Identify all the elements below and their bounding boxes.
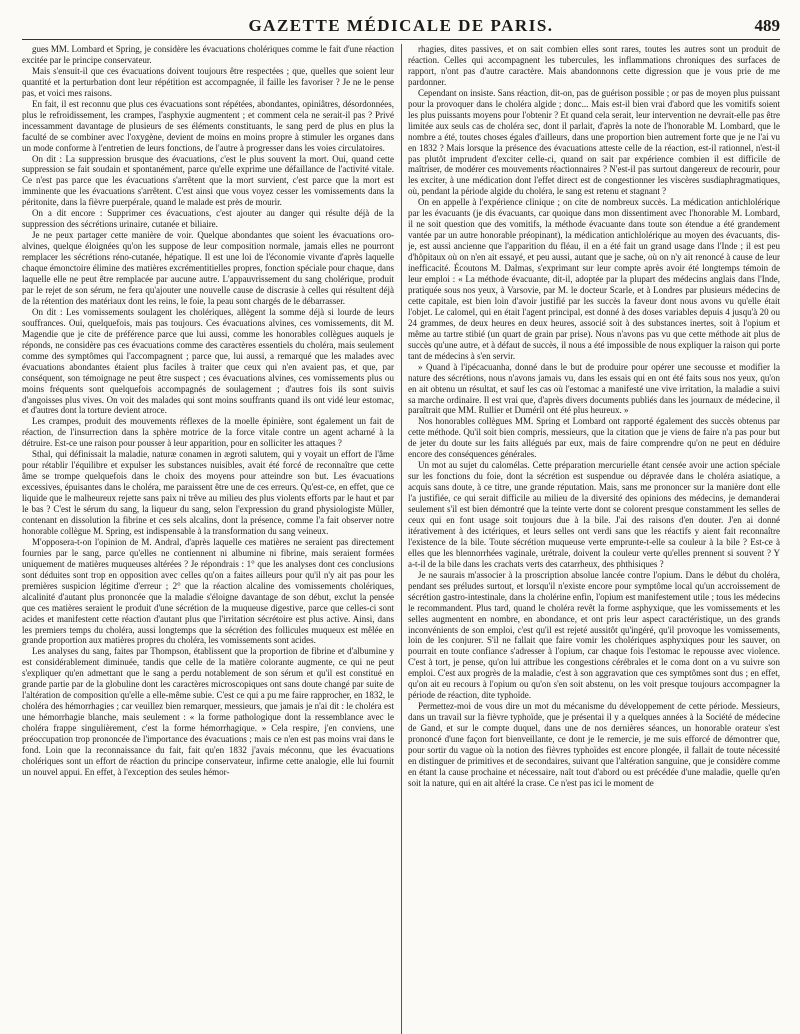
- paragraph: Nos honorables collègues MM. Spring et Lombard ont rapporté également des succès obtenus par cette méthode. Qu'il soit bien compris, messieurs, que la citation que je viens de faire n'a pas pour but de jeter du doute sur les faits allégués par eux, mais de faire comprendre qu'on ne peut en déduire encore des conséquences générales.: [408, 416, 780, 460]
- page-number: 489: [754, 16, 780, 35]
- paragraph: rhagies, dites passives, et on sait combien elles sont rares, toutes les autres sont un produit de réaction. Celles qui accompagnent les tubercules, les inflammations chroniques des surfaces de rapport, n'ont pas d'autre caractère. Mais abandonnons cette digression que je vous prie de me pardonner.: [408, 44, 780, 87]
- paragraph: M'opposera-t-on l'opinion de M. Andral, d'après laquelle ces matières ne seraient pas directement fournies par le sang, parce qu'elles ne contiennent ni albumine ni fibrine, mais seraient formées uniquement de matières muqueuses altérées ? Je répondrais : 1° que les analyses dont ces conclusions sont déduites sont trop en opposition avec celles qu'on a faites ailleurs pour qu'il n'y ait pas pour les premières suspicion légitime d'erreur ; 2° que la réaction alcaline des vomissements cholériques, alcalinité d'autant plus prononcée que la maladie s'éloigne davantage de son début, exclut la pensée que ces matières seraient le produit d'une sécrétion de la muqueuse digestive, parce que celles-ci sont acides et manifestent cette réaction d'autant plus que l'irritation sécrétoire est plus active. Ainsi, dans les premiers temps du choléra, aussi longtemps que la sécrétion des follicules muqueux est mêlée en grande proportion aux matières propres du choléra, les vomissements sont acides.: [22, 536, 394, 646]
- header-rule: [22, 39, 780, 40]
- paragraph: Les analyses du sang, faites par Thompson, établissent que la proportion de fibrine et d'albumine y est considérablement diminuée, tandis que celle de la matière colorante augmente, ce qui ne peut s'expliquer qu'en admettant que le sang a perdu notablement de son sérum et qu'il est constitué en grande partie par de la globuline dont les caractères microscopiques ont sans doute changé par suite de l'altération de composition qu'elle a elle-même subie. C'est ce qui a pu me faire rapprocher, en 1832, le choléra des hémorrhagies ; car veuillez bien remarquer, messieurs, que jamais je n'ai dit : le choléra est une hémorrhagie blanche, mais seulement : « la forme pathologique dont la ressemblance avec le choléra frappe singulièrement, c'est la forme hémorrhagique. » Cela respire, j'en conviens, une préoccupation trop prononcée de l'importance des évacuations ; mais ce n'en est pas moins vrai dans le fond. Loin que la reconnaissance du fait, fait qu'en 1832 j'avais méconnu, que les évacuations cholériques sont un effort de réaction du principe conservateur, infirme cette analogie, elle lui fournit un nouvel appui. En effet, à l'exception des seules hémor-: [22, 646, 394, 777]
- left-column: [22, 44, 394, 1034]
- column-divider: [401, 44, 402, 1034]
- paragraph: Un mot au sujet du calomélas. Cette préparation mercurielle étant censée avoir une action spéciale sur les fonctions du foie, dont la sécrétion est suspendue ou dépravée dans le choléra asiatique, a acquis sans doute, à ce titre, une grande réputation. Mais, sans me prononcer sur la manière dont elle l'a justifiée, ce qui serait difficile au milieu de la diversité des opinions des médecins, je demanderai seulement s'il est bien démontré que la teinte verte dont se colorent presque constamment les selles de ceux qui en font usage soit toujours due à la bile. J'ai des raisons d'en douter. J'en ai donné itérativement à des ictériques, et leurs selles ont verdi sans que les réactifs y aient fait reconnaître l'existence de la bile. Toute sécrétion muqueuse verte emprunte-t-elle sa couleur à la bile ? Est-ce à elles que les blennorrhées vaginale, urétrale, doivent la couleur verte qu'elles prennent si souvent ? Y a-t-il de la bile dans les crachats verts des catarrheux, des phthisiques ?: [408, 460, 780, 569]
- right-column: [408, 44, 780, 1034]
- paragraph: Sthal, qui définissait la maladie, naturæ conamen in ægroti salutem, qui y voyait un effort de l'âme pour rétablir l'équilibre et expulser les substances nuisibles, avait été forcé de reconnaître que cette âme se trompe quelquefois dans le choix des moyens pour atteindre son but. Les évacuations excessives, épuisantes dans le choléra, me paraissent être une de ces erreurs. Qu'est-ce, en effet, que ce liquide que le malheureux rejette sans paix ni trêve au milieu des plus violents efforts par le haut et par le bas ? C'est le sérum du sang, la liqueur du sang, selon l'expression du grand physiologiste Müller, contenant en dissolution la fibrine et ces sels alcalins, dont la présence, comme l'a fait observer notre honorable collègue M. Spring, est indispensable à la transformation du sang veineux.: [22, 449, 394, 536]
- paragraph: gues MM. Lombard et Spring, je considère les évacuations cholériques comme le fait d'une réaction excitée par le principe conservateur.: [22, 44, 394, 65]
- paragraph: En fait, il est reconnu que plus ces évacuations sont répétées, abondantes, opiniâtres, désordonnées, plus le refroidissement, les crampes, l'asphyxie augmentent ; et comment cela ne serait-il pas ? Privé incessamment davantage de plusieurs de ses éléments constituants, le sang perd de plus en plus la faculté de se combiner avec l'oxygène, devient de moins en moins propre à stimuler les organes dans un mode conforme à l'entretien de leurs fonctions, de l'autre à progresser dans les voies circulatoires.: [22, 98, 394, 153]
- journal-title: GAZETTE MÉDICALE DE PARIS.: [248, 16, 554, 35]
- paragraph: Je ne peux partager cette manière de voir. Quelque abondantes que soient les évacuations oro-alvines, quelque éloignées qu'on les suppose de leur composition normale, jamais elles ne pourront remplacer les sécrétions réno-cutanée, hépatique. Il est une loi de l'économie vivante d'après laquelle chaque émonctoire élimine des matières excrémentitielles propres, fonction spéciale pour chaque, dans laquelle elle ne peut être remplacée par aucune autre. L'appauvrissement du sang cholérique, produit par le rejet de son sérum, ne fera qu'ajouter une nouvelle cause de discrasie à celles qui résultent déjà de la rétention des matériaux dont les reins, le foie, la peau sont chargés de le débarrasser.: [22, 230, 394, 306]
- article-columns: [22, 44, 780, 1034]
- paragraph: Mais s'ensuit-il que ces évacuations doivent toujours être respectées ; que, quelles que soient leur quantité et la perturbation dont leur répétition est accompagnée, il faille les favoriser ? Je ne le pense pas, et voici mes raisons.: [22, 65, 394, 98]
- paragraph: Permettez-moi de vous dire un mot du mécanisme du développement de cette période. Messieurs, dans un travail sur la fièvre typhoïde, que je présentai il y a quelques années à la Société de médecine de Gand, et sur le compte duquel, dans une de nos dernières séances, un honorable orateur s'est prononcé d'une façon fort bienveillante, ce dont je le remercie, je me suis efforcé de démontrer que, pour sortir du vague où la notion des fièvres typhoïdes est encore plongée, il fallait de toute nécessité en distinguer de primitives et de secondaires, suivant que l'altération sanguine, que je considère comme en étant la cause prochaine et nécessaire, naît tout d'abord ou est précédée d'une maladie, quelle qu'en soit la nature, qui en ait altéré la crase. Ce n'est pas ici le moment de: [408, 701, 780, 788]
- paragraph: Cependant on insiste. Sans réaction, dit-on, pas de guérison possible ; or pas de moyen plus puissant pour la provoquer dans le choléra algide ; donc... Mais est-il bien vrai d'abord que les vomitifs soient les plus puissants moyens pour l'obtenir ? Et quand cela serait, leur intervention ne devrait-elle pas être limitée aux seuls cas de choléra sec, dont il parlait, d'après la note de l'honorable M. Lombard, que le nombre a été, toutes choses égales d'ailleurs, dans une proportion bien autrement forte que je ne l'ai vu en 1832 ? Mais lorsque la présence des évacuations atteste celle de la réaction, est-il rationnel, n'est-il pas plutôt imprudent d'exciter celle-ci, quand on sait par expérience combien il est difficile de maîtriser, de modérer ces mouvements réactionnaires ? N'est-il pas surtout dangereux de recourir, pour les exciter, à une médication dont l'effet direct est de congestionner les viscères susdiaphragmatiques, où, pendant la période algide du choléra, le sang est retenu et stagnant ?: [408, 87, 780, 197]
- paragraph: On en appelle à l'expérience clinique ; on cite de nombreux succès. La médication antichlolérique par les évacuants (je dis évacuants, car quoique dans mon dissentiment avec l'honorable M. Lombard, il ne soit question que des vomitifs, la méthode évacuante dans toute son étendue a été grandement vantée par un autre honorable préopinant), la médication antichlolérique au moyen des évacuants, dis-je, est aussi ancienne que l'apparition du fléau, il en a été fait un grand usage dans l'Inde ; il est peu d'hôpitaux où on n'en ait essayé, et peu aussi, autant que je sache, où on n'y ait renoncé à cause de leur inefficacité. Écoutons M. Dalmas, s'exprimant sur leur compte après avoir été longtemps témoin de leur emploi : « La méthode évacuante, dit-il, adoptée par la plupart des médecins anglais dans l'Inde, pratiquée sous nos yeux, à Varsovie, par M. le docteur Scarle, et à Londres par plusieurs médecins de cette capitale, est bien loin d'avoir justifié par les succès la faveur dont nous avons vu qu'elle était l'objet. Le calomel, qui en était l'agent principal, est donné à des doses variables depuis 4 jusqu'à 20 ou 24 grammes, de deux heures en deux heures, associé soit à des substances inertes, soit à l'opium et même au tartre stibié (un quart de grain par prise). Nous n'avons pas vu que cette méthode ait plus de succès qu'une autre, et à défaut de succès, il nous a été impossible de nous expliquer la raison qui porte tant de médecins à s'en servir.: [408, 197, 780, 361]
- paragraph: Les crampes, produit des mouvements réflexes de la moelle épinière, sont également un fait de réaction, de l'insurrection dans la sphère motrice de la force vitale contre un agent acharné à la détruire. Est-ce une raison pour pousser à leur apparition, pour en solliciter les attaques ?: [22, 416, 394, 449]
- paragraph: » Quand à l'ipécacuanha, donné dans le but de produire pour opérer une secousse et modifier la nature des sécrétions, nous n'avons jamais vu, dans les essais qui en ont été faits sous nos yeux, qu'on en ait obtenu un résultat, et sauf les cas où l'estomac a manifesté une vive irritation, la maladie a suivi sa marche ordinaire. Il est vrai que, d'après divers documents publiés dans les journaux de médecine, il paraîtrait que MM. Rullier et Duméril ont été plus heureux. »: [408, 361, 780, 416]
- paragraph: Je ne saurais m'associer à la proscription absolue lancée contre l'opium. Dans le début du choléra, pendant ses préludes surtout, et lorsqu'il n'existe encore pour symptôme local qu'un accroissement de sécrétion gastro-intestinale, dans la cholérine enfin, l'opium est manifestement utile ; tous les médecins le recommandent. Plus tard, quand le choléra revêt la forme asphyxique, que les vomissements et les selles augmentent en nombre, en abondance, et ont pris leur aspect caractéristique, un des grands inconvénients de son emploi, c'est qu'il est rejeté aussitôt qu'ingéré, qu'il provoque les vomissements, loin de les conjurer. S'il ne fallait que faire vomir les cholériques asphyxiques pour les sauver, on pourrait en toute confiance s'adresser à l'opium, car chaque fois l'estomac le repousse avec violence. C'est à tort, je pense, qu'on lui attribue les congestions cérébrales et le coma dont on a vu suivre son emploi. C'est aux progrès de la maladie, c'est à son aggravation que ces symptômes sont dus ; en effet, qu'on ait eu recours à l'opium ou qu'on s'en soit abstenu, on les voit presque toujours accompagner la période de réaction, dite typhoïde.: [408, 569, 780, 701]
- paragraph: On dit : Les vomissements soulagent les cholériques, allègent la somme déjà si lourde de leurs souffrances. Oui, quelquefois, mais pas toujours. Ces évacuations alvines, ces vomissements, dit M. Magendie que je cite de préférence parce que lui aussi, comme les honorables collègues auquels je réponds, ne considère pas ces évacuations comme des caractères essentiels du choléra, mais seulement comme des symptômes qui l'accompagnent ; parce que, lui aussi, a remarqué que les malades avec évacuations abondantes étaient plus faciles à traiter que ceux qui n'en avaient pas, et que, par conséquent, son témoignage ne peut être suspect ; ces évacuations alvines, ces vomissements plus ou moins fréquents sont quelquefois accompagnés de soulagement ; d'autres fois ils sont suivis d'angoisses plus vives. On voit des malades qui sont moins souffrants quand ils ont vidé leur estomac, et d'autres dont la torture devient atroce.: [22, 306, 394, 416]
- page-header: [22, 14, 780, 36]
- paragraph: On dit : La suppression brusque des évacuations, c'est le plus souvent la mort. Oui, quand cette suppression se fait soudain et spontanément, parce qu'elle exprime une défaillance de l'activité vitale. Ce n'est pas parce que les évacuations s'arrêtent que la mort survient, c'est parce que la mort est imminente que les évacuations s'arrêtent. C'est ainsi que vous voyez cesser les vomissements dans la péritonite, dans la fièvre puerpérale, quand le malade est près de mourir.: [22, 153, 394, 208]
- paragraph: On a dit encore : Supprimer ces évacuations, c'est ajouter au danger qui résulte déjà de la suppression des sécrétions urinaire, cutanée et biliaire.: [22, 208, 394, 230]
